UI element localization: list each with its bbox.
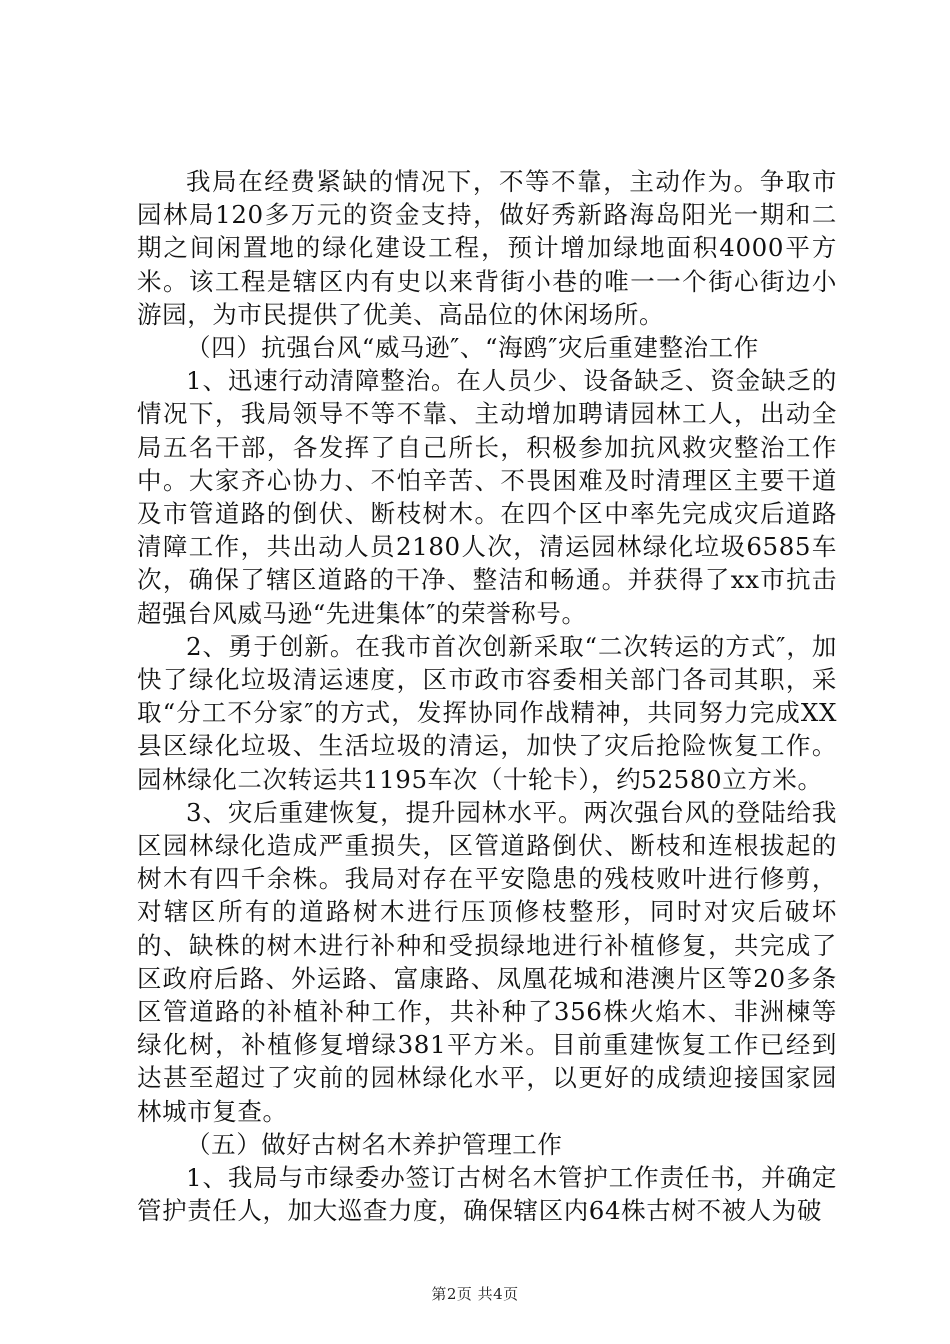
paragraph-clearing: 1、迅速行动清障整治。在人员少、设备缺乏、资金缺乏的情况下，我局领导不等不靠、主动增加聘请园林工人，出动全局五名干部，各发挥了自己所长，积极参加抗风救灾整治工作中。大家齐心协力、不怕辛苦、不畏困难及时清理区主要干道及市管道路的倒伏、断枝树木。在四个区中率先完成灾后道路清障工作，共出动人员2180人次，清运园林绿化垃圾6585车次，确保了辖区道路的干净、整洁和畅通。并获得了xx市抗击超强台风威马逊“先进集体″的荣誉称号。 <box>137 366 837 628</box>
section-heading-ancient-trees: （五）做好古树名木养护管理工作 <box>186 1129 563 1159</box>
document-body <box>137 165 837 1228</box>
section-heading-typhoon-recovery: （四）抗强台风“威马逊″、“海鸥″灾后重建整治工作 <box>186 333 759 363</box>
paragraph-innovation: 2、勇于创新。在我市首次创新采取“二次转运的方式″，加快了绿化垃圾清运速度，区市政市容委相关部门各司其职，采取“分工不分家″的方式，发挥协同作战精神，共同努力完成XX县区绿化垃圾、生活垃圾的清运，加快了灾后抢险恢复工作。园林绿化二次转运共1195车次（十轮卡），约52580立方米。 <box>137 631 837 794</box>
paragraph-reconstruction: 3、灾后重建恢复，提升园林水平。两次强台风的登陆给我区园林绿化造成严重损失，区管道路倒伏、断枝和连根拔起的树木有四千余株。我局对存在平安隐患的残枝败叶进行修剪，对辖区所有的道路树木进行压顶修枝整形，同时对灾后破坏的、缺株的树木进行补种和受损绿地进行补植修复，共完成了区政府后路、外运路、富康路、凤凰花城和港澳片区等20多条区管道路的补植补种工作，共补种了356株火焰木、非洲楝等绿化树，补植修复增绿381平方米。目前重建恢复工作已经到达甚至超过了灾前的园林绿化水平，以更好的成绩迎接国家园林城市复查。 <box>137 797 837 1126</box>
page-footer: 第2页 共4页 <box>431 1285 519 1303</box>
paragraph-funding: 我局在经费紧缺的情况下，不等不靠，主动作为。争取市园林局120多万元的资金支持，做好秀新路海岛阳光一期和二期之间闲置地的绿化建设工程，预计增加绿地面积4000平方米。该工程是辖区内有史以来背街小巷的唯一一个街心街边小游园，为市民提供了优美、高品位的休闲场所。 <box>137 167 837 329</box>
paragraph-ancient-trees: 1、我局与市绿委办签订古树名木管护工作责任书，并确定管护责任人，加大巡查力度，确保辖区内64株古树不被人为破 <box>137 1163 837 1226</box>
